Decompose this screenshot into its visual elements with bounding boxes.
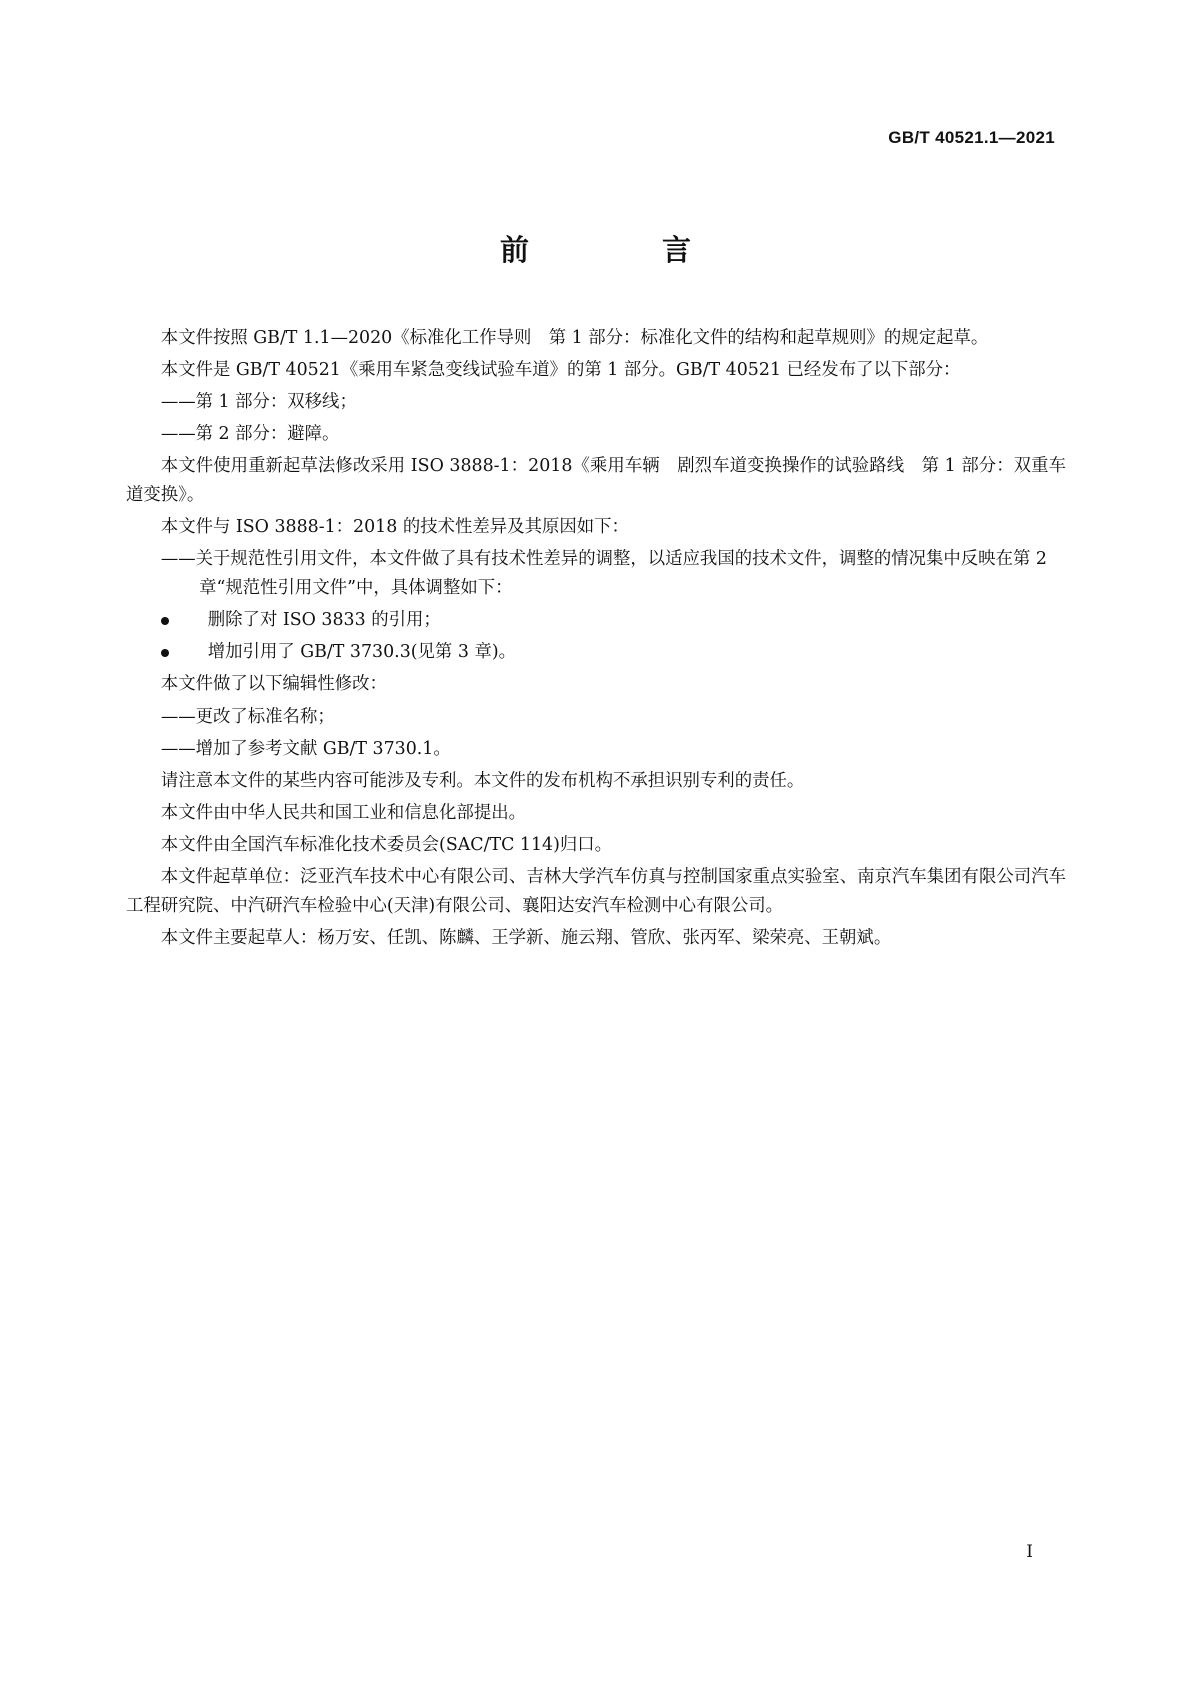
- paragraph-drafters: 本文件主要起草人：杨万安、任凯、陈麟、王学新、施云翔、管欣、张丙军、梁荣亮、王朝斌。: [160, 927, 892, 948]
- paragraph-adoption: 本文件使用重新起草法修改采用 ISO 3888-1：2018《乘用车辆 剧烈车道变换操作的试验路线 第 1 部分：双重车道变换》。: [126, 456, 1066, 506]
- page-number: I: [1026, 1542, 1033, 1562]
- list-item: ——增加了参考文献 GB/T 3730.1。: [160, 738, 451, 759]
- paragraph-technical-differences: 本文件与 ISO 3888-1：2018 的技术性差异及其原因如下：: [160, 517, 629, 538]
- paragraph-editorial-changes: 本文件做了以下编辑性修改：: [160, 674, 387, 695]
- list-item: ——第 1 部分：双移线；: [160, 392, 357, 413]
- foreword-body: [126, 324, 1066, 956]
- page-title: 前 言: [499, 233, 743, 267]
- bullet-item: [126, 606, 1066, 635]
- bullet-item: [126, 638, 1066, 667]
- bullet-text: 删除了对 ISO 3833 的引用；: [207, 610, 441, 631]
- paragraph-drafting-units: 本文件起草单位：泛亚汽车技术中心有限公司、吉林大学汽车仿真与控制国家重点实验室、南京汽车集团有限公司汽车工程研究院、中汽研汽车检验中心(天津)有限公司、襄阳达安汽车检测中心有限公司。: [126, 867, 1066, 916]
- bullet-icon: [161, 617, 169, 625]
- paragraph-part-info: 本文件是 GB/T 40521《乘用车紧急变线试验车道》的第 1 部分。GB/T 40521 已经发布了以下部分：: [160, 360, 961, 381]
- paragraph-proposer: 本文件由中华人民共和国工业和信息化部提出。: [160, 802, 527, 823]
- paragraph-patent-notice: 请注意本文件的某些内容可能涉及专利。本文件的发布机构不承担识别专利的责任。: [160, 770, 805, 791]
- list-item: ——第 2 部分：避障。: [160, 424, 340, 445]
- paragraph-drafting-basis: 本文件按照 GB/T 1.1—2020《标准化工作导则 第 1 部分：标准化文件的结构和起草规则》的规定起草。: [160, 328, 989, 348]
- paragraph-technical-committee: 本文件由全国汽车标准化技术委员会(SAC/TC 114)归口。: [160, 834, 613, 855]
- bullet-icon: [161, 649, 169, 657]
- standard-number: GB/T 40521.1—2021: [888, 128, 1055, 147]
- list-item: ——更改了标准名称；: [160, 706, 335, 727]
- bullet-text: 增加引用了 GB/T 3730.3(见第 3 章)。: [207, 642, 517, 663]
- list-item: ——关于规范性引用文件，本文件做了具有技术性差异的调整，以适应我国的技术文件，调整的情况集中反映在第 2 章“规范性引用文件”中，具体调整如下：: [160, 549, 1047, 599]
